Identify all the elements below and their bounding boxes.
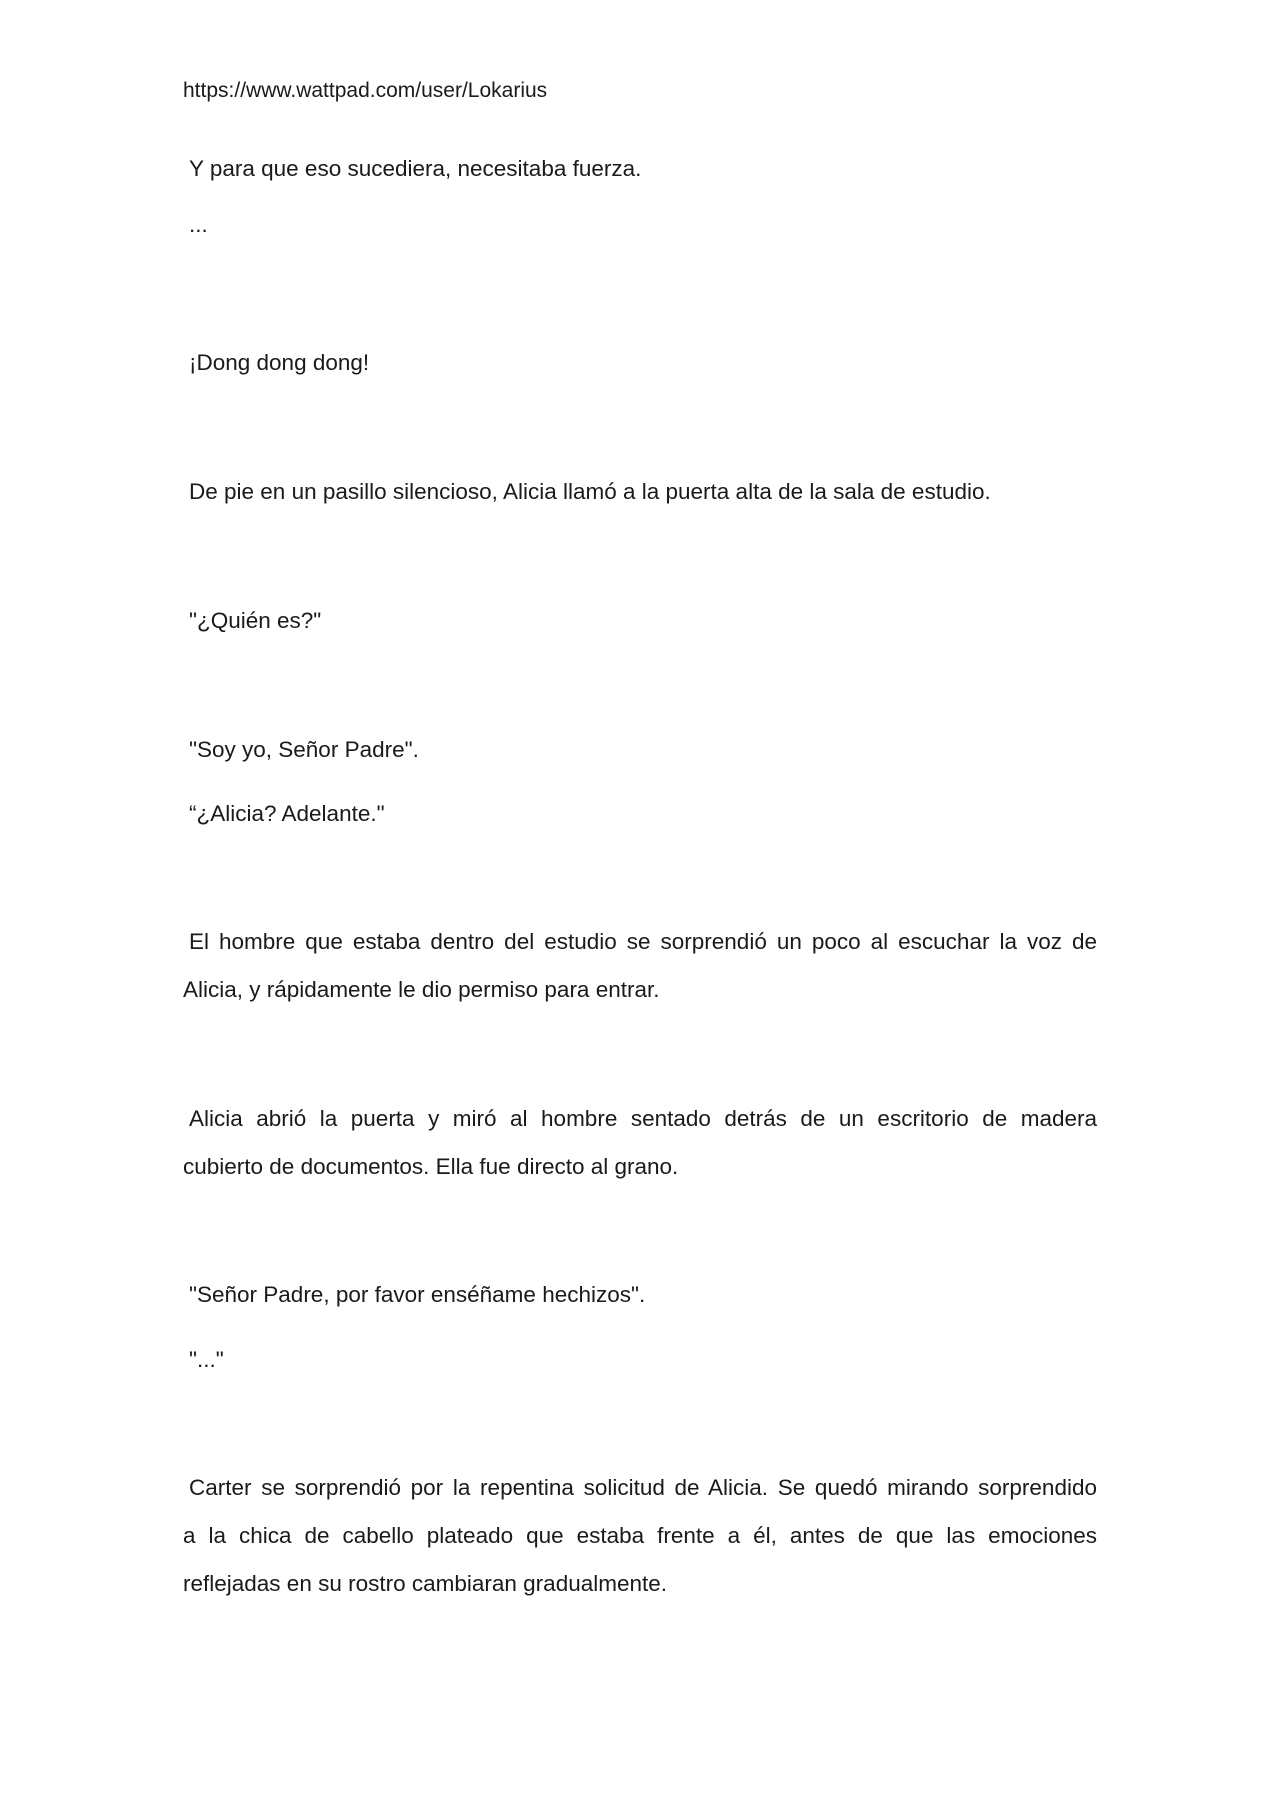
paragraph-7: “¿Alicia? Adelante." — [189, 801, 385, 826]
paragraph-3: ¡Dong dong dong! — [189, 350, 370, 375]
paragraph-8 — [183, 918, 1097, 1014]
paragraph-9 — [183, 1095, 1097, 1191]
paragraph-8-line-1: El hombre que estaba dentro del estudio se sorprendió un poco al escuchar la voz de — [189, 929, 1097, 954]
paragraph-6: "Soy yo, Señor Padre". — [189, 737, 419, 762]
paragraph-12-line-1: Carter se sorprendió por la repentina solicitud de Alicia. Se quedó mirando sorprendido — [189, 1475, 1097, 1500]
paragraph-12-line-2: a la chica de cabello plateado que estaba frente a él, antes de que las emociones — [183, 1523, 1097, 1548]
paragraph-9-line-1: Alicia abrió la puerta y miró al hombre sentado detrás de un escritorio de madera — [189, 1106, 1097, 1131]
paragraph-11: "..." — [189, 1347, 224, 1372]
paragraph-12-line-3: reflejadas en su rostro cambiaran gradualmente. — [183, 1571, 668, 1596]
paragraph-2-ellipsis: ... — [189, 212, 208, 237]
paragraph-12 — [183, 1464, 1097, 1608]
paragraph-9-line-2: cubierto de documentos. Ella fue directo al grano. — [183, 1154, 679, 1179]
paragraph-5: "¿Quién es?" — [189, 608, 322, 633]
paragraph-8-line-2: Alicia, y rápidamente le dio permiso para entrar. — [183, 977, 660, 1002]
paragraph-1: Y para que eso sucediera, necesitaba fuerza. — [189, 156, 642, 181]
paragraph-10: "Señor Padre, por favor enséñame hechizos". — [189, 1282, 646, 1307]
source-url: https://www.wattpad.com/user/Lokarius — [183, 79, 548, 102]
paragraph-4: De pie en un pasillo silencioso, Alicia llamó a la puerta alta de la sala de estudio. — [189, 479, 991, 504]
